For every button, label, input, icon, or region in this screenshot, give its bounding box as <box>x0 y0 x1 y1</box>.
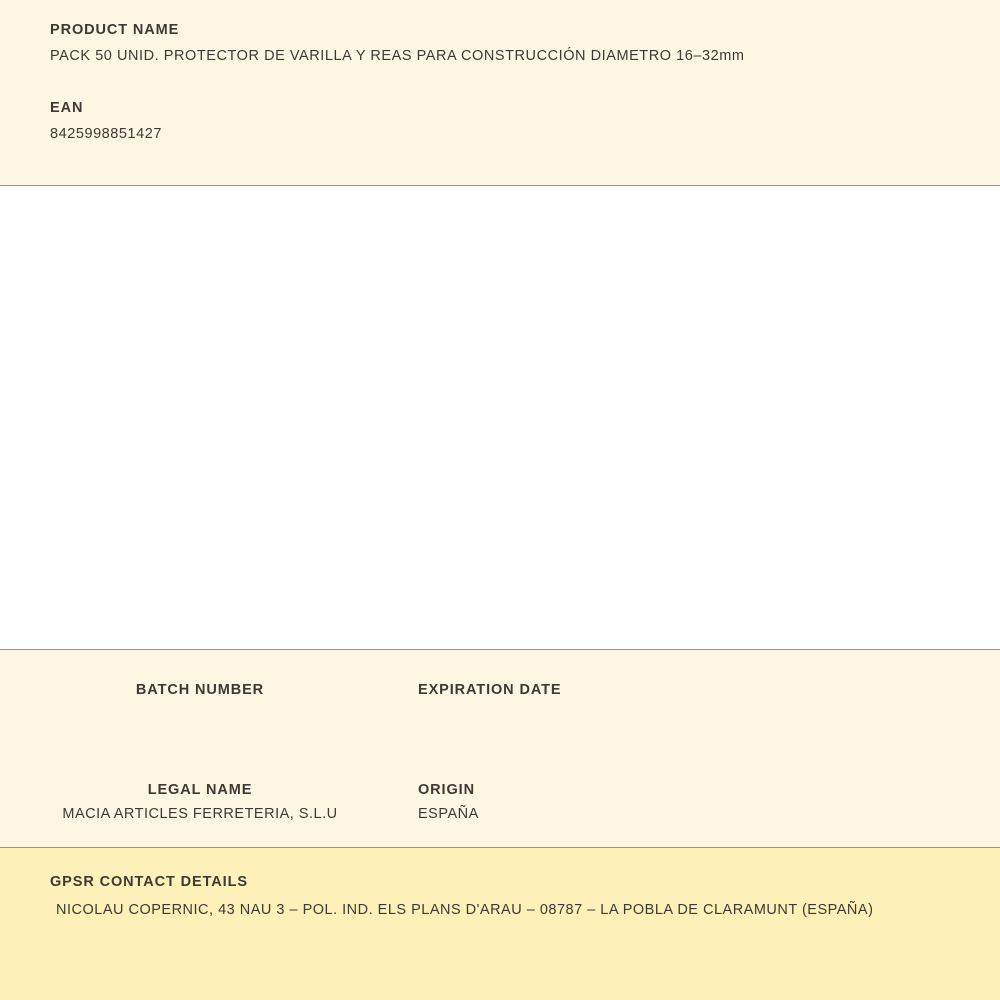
origin-label: ORIGIN <box>418 782 475 798</box>
legal-name-value: MACIA ARTICLES FERRETERIA, S.L.U <box>62 806 338 822</box>
batch-number-label: BATCH NUMBER <box>135 682 265 698</box>
product-name-field <box>50 22 950 64</box>
gpsr-contact-block <box>0 848 1000 1000</box>
product-header-block <box>0 0 1000 186</box>
ean-label: EAN <box>50 100 84 116</box>
expiration-date-label: EXPIRATION DATE <box>418 682 562 698</box>
expiration-date-field <box>400 650 800 724</box>
product-name-label: PRODUCT NAME <box>50 22 180 38</box>
details-row-batch-expiry <box>0 650 1000 724</box>
gpsr-contact-label: GPSR CONTACT DETAILS <box>50 874 248 890</box>
gpsr-contact-value: NICOLAU COPERNIC, 43 NAU 3 – POL. IND. ELS PLANS D'ARAU – 08787 – LA POBLA DE CLARAMUNT (ESPAÑA) <box>56 902 874 918</box>
origin-field <box>400 752 800 822</box>
product-details-block <box>0 650 1000 848</box>
product-name-value: PACK 50 UNID. PROTECTOR DE VARILLA Y REAS PARA CONSTRUCCIÓN DIAMETRO 16–32mm <box>50 48 745 64</box>
batch-number-field <box>0 650 400 724</box>
legal-name-label: LEGAL NAME <box>147 782 253 798</box>
ean-field <box>50 100 950 142</box>
ean-value: 8425998851427 <box>50 126 162 142</box>
product-image-area <box>0 186 1000 650</box>
legal-name-field <box>0 752 400 822</box>
origin-value: ESPAÑA <box>418 806 479 822</box>
details-row-legal-origin <box>0 752 1000 822</box>
